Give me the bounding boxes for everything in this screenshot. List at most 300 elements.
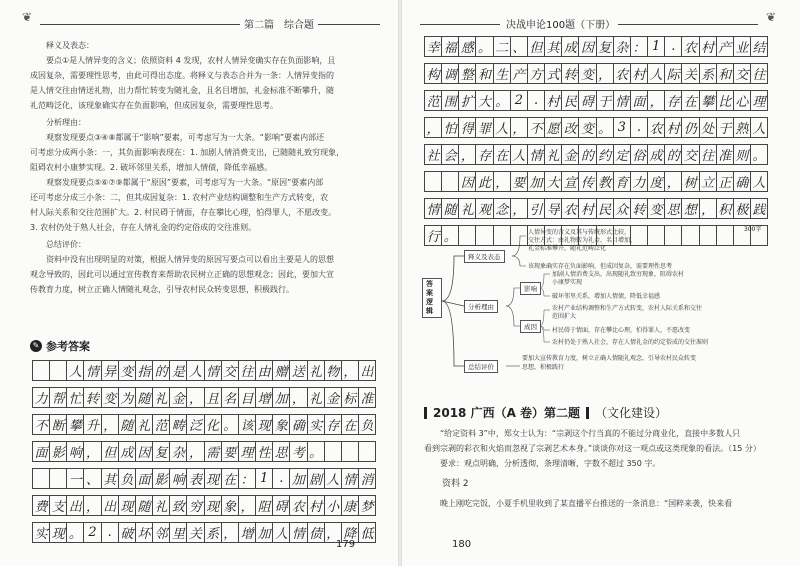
grid-cell: 围 [441,91,458,110]
grid-cell: . [272,469,289,488]
paragraph-line: 还可考虑分成三小条：二，但其成因复杂：1. 农村产业结构调整和生产方式转变，农 [30,193,329,202]
grid-cell: 金 [324,388,341,407]
grid-cell: 。 [221,415,238,434]
grid-cell: ， [341,361,358,380]
grid-cell: 3 [613,118,630,137]
mind-map-note: 要加大宣传教育力度，树立正确人情随礼观念，引导农村民众转变 [522,355,697,362]
grid-cell [424,172,441,191]
grid-cell: 方 [527,64,544,83]
grid-cell: 支 [49,496,66,515]
grid-cell: 人 [750,172,768,191]
grid-cell: 加 [255,523,272,542]
grid-cell: 众 [613,199,630,218]
grid-cell: 际 [664,64,681,83]
grid-cell: 立 [699,172,716,191]
grid-cell: 在 [493,145,510,164]
grid-cell: ： [630,37,647,56]
grid-cell: 要 [221,442,238,461]
grid-cell: 成 [561,37,578,56]
grid-cell: 现 [204,496,221,515]
question-line: 看到宗剥的彩衣和火焰而忽视了宗剥艺术本身。”谈谈你对这一观点或这类现象的看法。（15 分） [424,444,761,453]
grid-cell: 变 [101,388,118,407]
grid-cell: 心 [733,91,750,110]
paragraph-line: 可考虑分成两小条：一，其负面影响表现在：1. 加剧人情消费支出，已随随礼致穷现象， [30,148,345,157]
grid-cell: 会 [441,145,458,164]
grid-cell: 交 [733,64,750,83]
grid-row [424,171,768,192]
grid-cell: 随 [441,199,458,218]
grid-cell: 、 [83,469,100,488]
grid-cell: 实 [32,523,49,542]
grid-cell: 随 [118,415,135,434]
grid-cell: 断 [49,415,66,434]
grid-cell: 杂 [613,37,630,56]
grid-cell: 阻 [255,496,272,515]
grid-cell: 响 [66,442,83,461]
grid-cell: 人 [272,523,289,542]
grid-cell: 但 [101,442,118,461]
grid-cell: 因 [458,172,475,191]
grid-cell: 得 [458,118,475,137]
grid-cell: 力 [630,172,647,191]
grid-cell: 范 [424,91,441,110]
grid-cell: 关 [186,523,203,542]
grid-cell: 是 [169,361,186,380]
grid-cell: 送 [289,361,306,380]
grid-cell: 成 [647,145,664,164]
grid-cell: 构 [424,64,441,83]
grid-cell: 在 [221,469,238,488]
grid-cell: 、 [510,37,527,56]
grid-cell: 因 [135,442,152,461]
grid-cell: 一 [66,469,83,488]
grid-cell: 产 [510,64,527,83]
mind-map-note: 该现象确实存在负面影响，但成因复杂，需要理性思考 [528,263,673,270]
grid-cell: ， [424,118,441,137]
grid-cell: 需 [204,442,221,461]
grid-cell: 响 [169,469,186,488]
grid-cell: 梦 [358,496,376,515]
grid-cell: 积 [716,199,733,218]
grid-cell: 杂 [169,442,186,461]
grid-cell: 出 [66,496,83,515]
mind-map-note: 加剧人情消费支出，出现随礼致穷现象，阻碍农村 [552,271,685,278]
grid-cell: 幸 [424,37,441,56]
grid-cell: ， [510,199,527,218]
grid-cell: ， [238,496,255,515]
question-title: 2018 广西（A 卷）第二题 [433,406,581,420]
grid-cell: 礼 [307,388,324,407]
question-body [424,426,780,511]
grid-cell: 思 [664,199,681,218]
grid-row [424,144,768,165]
grid-cell: 出 [358,361,376,380]
section-heading: 释义及表态： [46,41,94,50]
grid-cell [49,361,66,380]
grid-cell: 福 [441,37,458,56]
grid-cell: 确 [289,415,306,434]
grid-cell: 行 [424,226,441,245]
grid-cell: 社 [424,145,441,164]
grid-cell: 导 [544,199,561,218]
grid-cell: 产 [716,37,733,56]
paragraph-line: 礼范畴泛化，该现象确实存在负面影响，但成因复杂，需要理性思考。 [30,101,278,110]
mind-map-root: 答案逻辑 [422,278,442,318]
grid-cell: 村 [630,64,647,83]
grid-cell: 大 [475,91,492,110]
grid-cell [324,442,341,461]
grid-cell: 处 [699,118,716,137]
grid-cell: 定 [613,145,630,164]
grid-row [424,90,768,111]
header-rule [420,24,500,25]
grid-cell: 负 [118,469,135,488]
grid-row [32,361,376,381]
grid-cell: 礼 [135,415,152,434]
grid-cell: 复 [596,37,613,56]
grid-cell: 加 [527,172,544,191]
grid-cell: . [527,91,544,110]
grid-cell: 目 [238,388,255,407]
grid-cell: 由 [255,361,272,380]
grid-cell: 在 [341,415,358,434]
question-tag: （文化建设） [595,406,668,420]
grid-cell: 确 [733,172,750,191]
grid-cell: 思 [272,442,289,461]
grid-cell: 农 [561,199,578,218]
material-title: 资料 2 [442,479,469,489]
grid-cell: 1 [647,37,664,56]
grid-cell: 随 [135,388,152,407]
grid-cell: 攀 [66,415,83,434]
grid-cell: 人 [186,361,203,380]
grid-cell: 往 [750,64,768,83]
grid-cell: 宣 [561,172,578,191]
grid-row [424,198,768,219]
grid-cell: 要 [510,172,527,191]
grid-cell: 传 [578,172,595,191]
grid-cell: 。 [493,91,510,110]
grid-cell: 整 [458,64,475,83]
grid-cell: 致 [169,496,186,515]
grid-cell: 。 [307,442,324,461]
grid-cell: ， [289,388,306,407]
mind-map-note: 农村产业结构调整和生产方式转变，农村人际关系和交往 [552,305,703,312]
mind-map-note: 小康梦实现 [552,279,583,286]
grid-cell: 人 [66,361,83,380]
grid-cell: 现 [49,523,66,542]
grid-cell: 情 [204,361,221,380]
grid-cell: 化 [204,415,221,434]
grid-cell: 异 [101,361,118,380]
grid-cell [358,442,376,461]
grid-cell: 情 [424,199,441,218]
grid-cell: 则 [733,145,750,164]
answer-badge-icon: ✎ [30,340,42,352]
mind-map-sub-branch: 成因 [520,320,541,333]
grid-cell: 力 [32,388,49,407]
grid-cell: 增 [238,523,255,542]
grid-cell: 和 [475,64,492,83]
grid-cell: 式 [544,64,561,83]
grid-cell: 消 [358,469,376,488]
grid-cell: 畴 [169,415,186,434]
grid-cell: 系 [699,64,716,83]
grid-cell: 费 [32,496,49,515]
grid-cell: ， [186,388,203,407]
analysis-text [30,38,382,297]
leaf-ornament-icon: ❦ [22,10,33,24]
grid-cell: 降 [341,523,358,542]
mind-map-note: 村民碍于情面，存在攀比心理，怕得罪人，不愿改变 [552,327,691,334]
section-heading: 分析理由： [46,118,86,127]
grid-cell: 情 [289,523,306,542]
grid-cell: 影 [152,469,169,488]
grid-cell: 但 [527,37,544,56]
grid-cell: 情 [341,469,358,488]
grid-cell: 农 [289,496,306,515]
grid-cell: 金 [169,388,186,407]
grid-cell: 变 [578,64,595,83]
grid-cell: 因 [578,37,595,56]
grid-cell: 里 [169,523,186,542]
grid-cell: 标 [341,388,358,407]
mind-map-note: 思想，积极践行 [522,364,565,371]
grid-cell: 的 [664,145,681,164]
grid-cell: 教 [596,172,613,191]
grid-cell: ， [101,415,118,434]
grid-cell: 的 [152,361,169,380]
grid-cell: 念 [493,199,510,218]
mind-map-note: 破坏邻里关系，增加人情债，降低幸福感 [552,293,661,300]
grid-cell: 2 [510,91,527,110]
grid-cell: 攀 [699,91,716,110]
page-number: 180 [452,539,472,550]
grid-cell: 民 [561,91,578,110]
grid-cell: 和 [716,64,733,83]
paragraph-line: 要点①是人情异变的含义；依照资料 4 发现，农村人情异变确实存在负面影响，且 [46,56,336,65]
grid-cell: 农 [613,64,630,83]
page-number: 179 [336,539,356,550]
material-line: 晚上刚吃完饭，小夏手机里收到了某直播平台推送的一条消息：“国粹来袭，快来看 [440,499,733,508]
grid-cell [32,469,49,488]
grid-cell: 人 [647,64,664,83]
grid-cell: 准 [716,145,733,164]
grid-cell: 人 [493,118,510,137]
grid-cell: 坏 [135,523,152,542]
grid-cell: 大 [544,172,561,191]
grid-cell: 二 [493,37,510,56]
paragraph-line: 观察发现要点⑤⑥⑦⑨都属于“原因”要素，可考虑写为一大条。“原因”要素内部 [46,178,324,187]
section-heading: 总结评价： [46,240,86,249]
grid-cell: 人 [510,145,527,164]
grid-cell: 表 [186,469,203,488]
grid-cell: 村 [699,37,716,56]
mind-map-branch: 总结评价 [464,360,498,373]
header-book-title: 决战申论100题（下册） [506,20,616,31]
grid-cell: 复 [152,442,169,461]
right-page [402,0,800,566]
paragraph-line: 成因复杂，需要理性思考，由此可得出态度。将释义与表态合并为一条：人情异变指的 [30,71,334,80]
grid-cell: 业 [733,37,750,56]
grid-cell [49,469,66,488]
grid-cell: 情 [613,91,630,110]
mind-map-sub-branch: 影响 [520,282,541,295]
grid-cell: 变 [647,199,664,218]
paragraph-line: 资料中没有出现明显的对策，根据人情异变的原因写要点可以看出主要是人的思想 [46,255,334,264]
grid-cell: 理 [750,91,768,110]
grid-cell: 现 [204,469,221,488]
header-rule [618,24,758,25]
grid-cell: ， [493,172,510,191]
grid-cell: 愿 [544,118,561,137]
grid-cell: 调 [441,64,458,83]
grid-cell: 俗 [630,145,647,164]
grid-cell: 考 [289,442,306,461]
paragraph-line: 阻碍农村小康梦实现。2. 破坏邻里关系，增加人情债，降低幸福感。 [30,163,273,172]
grid-cell: ， [221,523,238,542]
grid-row [32,495,376,516]
grid-cell: 象 [221,496,238,515]
grid-cell: 金 [561,145,578,164]
mind-map-note: 农村仍处于熟人社会，存在人情礼金的约定俗成的交往准则 [552,339,709,346]
grid-cell: 物 [324,361,341,380]
grid-row [424,37,768,57]
grid-cell: 在 [681,91,698,110]
grid-cell: 该 [238,415,255,434]
grid-cell: 邻 [152,523,169,542]
grid-cell: 约 [596,145,613,164]
grid-cell: . [664,37,681,56]
grid-cell: 穷 [186,496,203,515]
grid-cell: 其 [101,469,118,488]
grid-cell: 育 [613,172,630,191]
grid-row [32,468,376,489]
heading-bar [424,407,427,419]
grid-cell: ， [324,523,341,542]
grid-cell: 村 [544,91,561,110]
mind-map-note: 交往方式：由礼物转为礼金，名目增加， [528,237,637,244]
grid-cell: 存 [664,91,681,110]
grid-cell: 想 [681,199,698,218]
paragraph-line: 观念导致的，因此可以通过宣传教育来帮助农民树立正确的思想观念；因此，要加大宣 [30,270,334,279]
grid-cell: 面 [135,469,152,488]
grid-cell: 罪 [475,118,492,137]
grid-cell: 。 [596,118,613,137]
paragraph-line: 3. 农村仍处于熟人社会，存在人情礼金的约定俗成的交往准则。 [30,223,257,232]
grid-cell: 碍 [578,91,595,110]
grid-cell: 康 [341,496,358,515]
grid-cell: 生 [493,64,510,83]
grid-cell: 交 [681,145,698,164]
grid-cell: 村 [664,118,681,137]
grid-cell: 增 [255,388,272,407]
grid-cell: 情 [527,145,544,164]
grid-cell: 性 [255,442,272,461]
grid-cell: 比 [716,91,733,110]
question-heading [424,404,667,421]
grid-cell: ， [510,118,527,137]
grid-cell: 改 [561,118,578,137]
grid-cell: 村 [578,199,595,218]
grid-cell: 。 [750,145,768,164]
grid-cell: ， [458,145,475,164]
grid-cell: 极 [733,199,750,218]
header-chapter: 第二篇 综合题 [244,20,314,31]
grid-row [32,387,376,408]
grid-cell: ， [83,496,100,515]
grid-cell: 理 [238,442,255,461]
grid-cell: 存 [324,415,341,434]
grid-cell: 范 [152,415,169,434]
grid-cell: 随 [135,496,152,515]
grid-cell: . [101,523,118,542]
grid-cell: 转 [83,388,100,407]
grid-cell: ， [186,442,203,461]
grid-cell: 面 [32,442,49,461]
grid-cell: 剧 [307,469,324,488]
grid-cell: 村 [307,496,324,515]
grid-row [32,522,376,543]
question-line: “给定资料 3”中，郑女士认为：“宗剥这个行当真的不能过分商业化，直接中多数人只 [440,429,741,438]
grid-cell: 不 [527,118,544,137]
grid-cell: 低 [358,523,376,542]
grid-cell: 转 [561,64,578,83]
grid-cell: 加 [289,469,306,488]
grid-cell: 成 [118,442,135,461]
mind-map-note: 礼金标准攀升，随礼范畴泛化 [528,245,607,252]
grid-cell [341,442,358,461]
grid-cell: 加 [272,388,289,407]
grid-cell: ， [83,442,100,461]
grid-cell [32,361,49,380]
grid-cell: 面 [630,91,647,110]
answer-grid [32,360,376,543]
mind-map-branch: 释义及表态 [464,250,505,263]
grid-cell: 礼 [307,361,324,380]
grid-cell: 忙 [66,388,83,407]
header-rule [318,24,380,25]
grid-cell: 赠 [272,361,289,380]
paragraph-line: 观察发现要点③④⑧都属于“影响”要素，可考虑写为一大条。“影响”要素内部还 [46,133,325,142]
grid-cell: 不 [32,415,49,434]
grid-cell: 树 [681,172,698,191]
grid-cell: 。 [441,226,458,245]
mind-map-note: 范围扩大 [552,313,577,320]
grid-cell: 出 [101,496,118,515]
grid-cell: 仍 [681,118,698,137]
grid-cell: 人 [750,118,768,137]
grid-cell: 。 [475,37,492,56]
grid-cell: 往 [238,361,255,380]
answer-grid-continued [424,36,768,246]
grid-cell: 人 [324,469,341,488]
grid-row [32,441,376,462]
grid-cell: 结 [750,37,768,56]
grid-cell: 礼 [458,199,475,218]
grid-cell: 于 [596,91,613,110]
grid-cell: 泛 [186,415,203,434]
grid-cell: 准 [358,388,376,407]
grid-cell: 熟 [733,118,750,137]
grid-cell: . [630,118,647,137]
grid-cell: 此 [475,172,492,191]
grid-cell: 关 [681,64,698,83]
grid-cell: 系 [204,523,221,542]
grid-cell: 实 [307,415,324,434]
grid-cell: 转 [630,199,647,218]
grid-cell: ， [596,64,613,83]
